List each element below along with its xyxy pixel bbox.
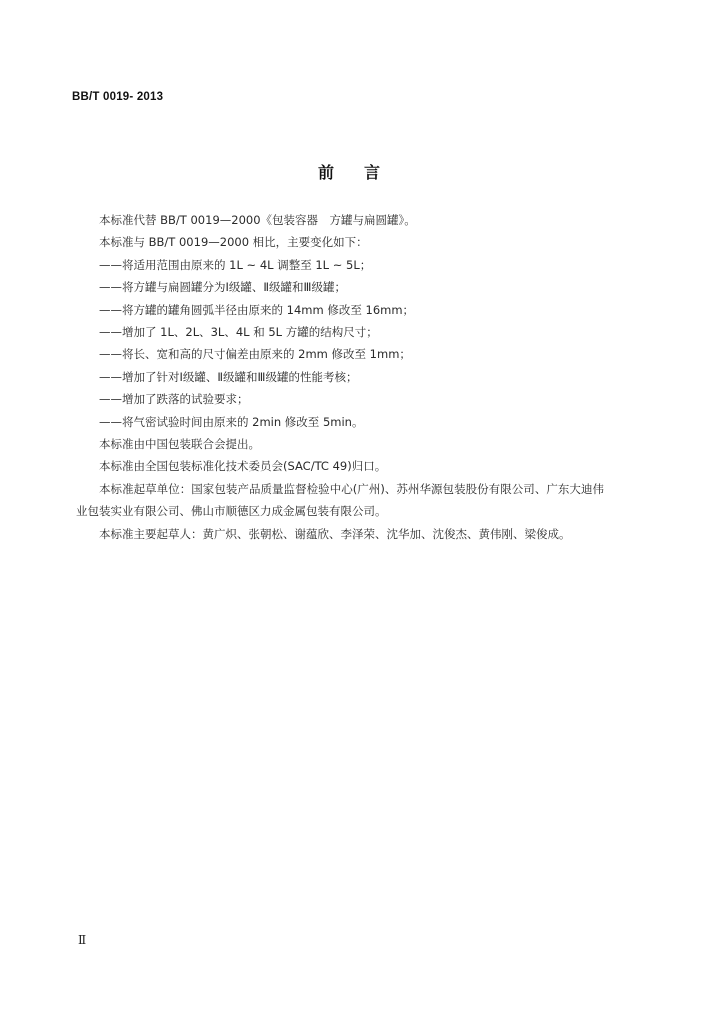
paragraph-changes-intro: 本标准与 BB/T 0019—2000 相比，主要变化如下： [99,235,368,250]
paragraph-replaces: 本标准代替 BB/T 0019—2000《包装容器 方罐与扁圆罐》。 [99,213,416,227]
change-item: ——将方罐与扁圆罐分为Ⅰ级罐、Ⅱ级罐和Ⅲ级罐； [99,280,346,295]
change-item: ——将长、宽和高的尺寸偏差由原来的 2mm 修改至 1mm； [99,347,411,362]
page-title [318,160,380,183]
change-item: ——增加了跌落的试验要求； [99,392,249,407]
change-item: ——增加了针对Ⅰ级罐、Ⅱ级罐和Ⅲ级罐的性能考核； [99,369,358,384]
title-char-2: 言 [364,163,381,182]
title-char-1: 前 [318,163,335,182]
change-item: ——将方罐的罐角圆弧半径由原来的 14mm 修改至 16mm； [99,302,415,317]
paragraph-drafters: 本标准主要起草人：黄广炽、张朝松、谢蕴欣、李泽荣、沈华加、沈俊杰、黄伟刚、梁俊成。 [99,526,571,541]
change-item: ——将适用范围由原来的 1L ~ 4L 调整至 1L ~ 5L； [99,257,372,272]
paragraph-drafting-units: 本标准起草单位：国家包装产品质量监督检验中心(广州)、苏州华源包装股份有限公司、广东大迪伟业包装实业有限公司、佛山市顺德区力成金属包装有限公司。 [76,481,604,519]
paragraph-proposed-by: 本标准由中国包装联合会提出。 [99,437,260,452]
standard-code: BB/T 0019- 2013 [72,91,164,103]
foreword-body [76,209,604,545]
change-item: ——增加了 1L、2L、3L、4L 和 5L 方罐的结构尺寸； [99,325,378,340]
paragraph-administered-by: 本标准由全国包装标准化技术委员会(SAC/TC 49)归口。 [99,459,387,474]
page-number: Ⅱ [78,933,87,947]
change-item: ——将气密试验时间由原来的 2min 修改至 5min。 [99,414,364,429]
